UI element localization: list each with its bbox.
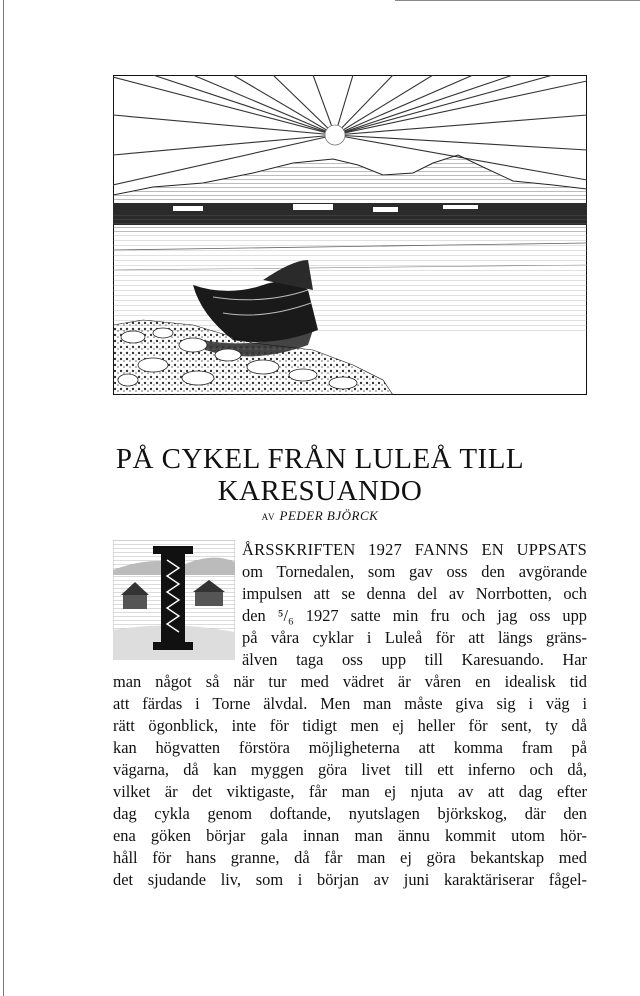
- body-line-4: den ⁵/₆ 1927 satte min fru och jag oss upp: [242, 606, 587, 625]
- body-line-5: på våra cyklar i Luleå för att längs gräns-: [242, 628, 587, 647]
- body-line-7: man något så när tur med vädret är våren en idealisk tid: [113, 672, 587, 691]
- body-line-10: kan högvatten förstöra möjligheterna att komma fram på: [113, 738, 587, 757]
- body-line-15: håll för hans granne, då får man ej göra bekantskap med: [113, 848, 587, 867]
- body-line-9: rätt ögonblick, inte för tidigt men ej heller för sent, ty då: [113, 716, 587, 735]
- title-line-1: PÅ CYKEL FRÅN LULEÅ TILL: [115, 443, 525, 475]
- body-line-6: älven taga oss upp till Karesuando. Har: [242, 650, 587, 669]
- body-line-16: det sjudande liv, som i början av juni karaktäriserar fågel-: [113, 870, 587, 889]
- body-line-12: vilket är det viktigaste, får man ej njuta av att dag efter: [113, 782, 587, 801]
- sun: [325, 125, 345, 145]
- body-line-8: att färdas i Torne älvdal. Men man måste giva sig i väg i: [113, 694, 587, 713]
- drop-cap-ornament: [113, 540, 235, 660]
- byline: [200, 508, 440, 524]
- title-line-2: KARESUANDO: [217, 475, 423, 507]
- body-line-2: om Tornedalen, som gav oss den avgörande: [242, 562, 587, 581]
- body-line-11: vägarna, då kan myggen göra livet till ett inferno och då,: [113, 760, 587, 779]
- body-line-3: impulsen att se denna del av Norrbotten, och: [242, 584, 587, 603]
- byline-prefix: AV: [261, 512, 276, 522]
- article-title: [80, 443, 560, 507]
- author-name: PEDER BJÖRCK: [279, 508, 379, 523]
- body-line-14: ena göken börjar gala innan man ännu kommit utom hör-: [113, 826, 587, 845]
- lake-boat-illustration: [113, 75, 587, 395]
- page-edge-left: [3, 0, 4, 996]
- body-line-13: dag cykla genom doftande, nyutslagen björkskog, där den: [113, 804, 587, 823]
- page-edge-top: [395, 0, 640, 1]
- body-line-1: ÅRSSKRIFTEN 1927 FANNS EN UPPSATS: [242, 540, 587, 559]
